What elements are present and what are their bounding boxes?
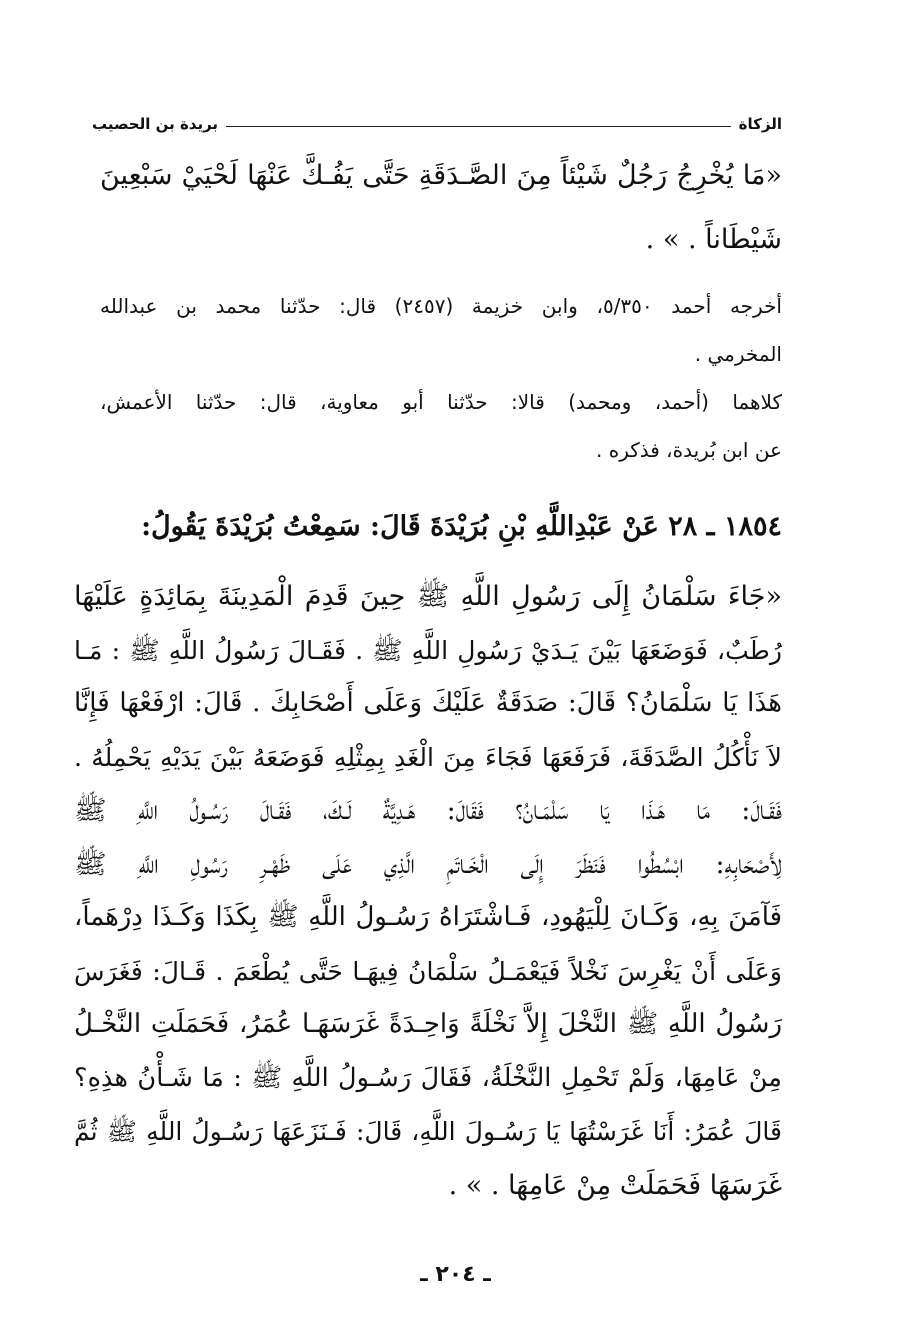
note-line: أخرجه أحمد ٥/٣٥٠، وابن خزيمة (٢٤٥٧) قال: حدّثنا محمد بن عبدالله <box>100 294 782 318</box>
hadith-line: مِنْ عَامِهَا، وَلَمْ تَحْمِلِ النَّخْلَةُ، فَقَالَ رَسُـولُ اللَّهِ ﷺ : مَا شَـأْنُ هذِهِ؟ <box>74 1062 782 1093</box>
hadith-line: وَعَلَى أَنْ يَغْرِسَ نَخْلاً فَيَعْمَـلُ سَلْمَانُ فِيهَـا حَتَّى يُطْعَمَ . قَـالَ: فَغَرَسَ <box>74 956 782 986</box>
hadith-1854-body <box>74 570 782 1212</box>
page-number: ـ ٢٠٤ ـ <box>420 1262 491 1287</box>
hadith-line: فَقَـالَ: مَا هَـذَا يَا سَلْمَـانُ؟ فَقَالَ: هَـدِيَّةٌ لَـكَ، فَقَـالَ رَسُـولُ اللَّهِ ﷺ <box>74 795 782 826</box>
header-rule <box>226 126 731 127</box>
note-line: المخرمي . <box>694 342 782 366</box>
hadith-line: لِأَصْحَابِهِ: ابْسُطُوا فَنَظَرَ إِلَى الْخَـاتَمِ الَّذِي عَلَى ظَهْـرِ رَسُولِ اللَّهِ ﷺ <box>74 848 782 880</box>
top-hadith-text <box>100 144 782 272</box>
note-line: عن ابن بُريدة، فذكره . <box>596 438 782 462</box>
hadith-line: هَذَا يَا سَلْمَانُ؟ قَالَ: صَدَقَةٌ عَلَيْكَ وَعَلَى أَصْحَابِكَ . قَالَ: ارْفَعْهَا فَإِنَّا <box>74 688 782 718</box>
chapter-title: الزكاة <box>738 115 782 133</box>
hadith-1854-heading <box>100 502 782 552</box>
section-title: بريدة بن الحصيب <box>92 115 219 133</box>
hadith-line: «مَا يُخْرِجُ رَجُلٌ شَيْئاً مِنَ الصَّـدَقَةِ حَتَّى يَفُـكَّ عَنْهَا لَحْيَيْ سَبْعِينَ <box>100 160 782 191</box>
note-line: كلاهما (أحمد، ومحمد) قالا: حدّثنا أبو معاوية، قال: حدّثنا الأعمش، <box>100 390 782 414</box>
hadith-line: فَآمَنَ بِهِ، وَكَـانَ لِلْيَهُودِ، فَـاشْتَرَاهُ رَسُـولُ اللَّهِ ﷺ بِكَذَا وَكَـذَا دِرْهَماً، <box>74 902 782 932</box>
hadith-line: شَيْطَاناً . » . <box>645 224 782 255</box>
running-header <box>92 112 782 136</box>
hadith-line: قَالَ عُمَرُ: أَنَا غَرَسْتُهَا يَا رَسُـولَ اللَّهِ، قَالَ: فَـنَزَعَهَا رَسُـولُ اللَّهِ ﷺ ثُمَّ <box>74 1117 782 1146</box>
hadith-heading-text: ١٨٥٤ ـ ٢٨ عَنْ عَبْدِاللَّهِ بْنِ بُرَيْدَةَ قَالَ: سَمِعْتُ بُرَيْدَةَ يَقُولُ: <box>141 511 782 542</box>
hadith-line: غَرَسَهَا فَحَمَلَتْ مِنْ عَامِهَا . » . <box>448 1169 782 1201</box>
hadith-line: رَسُولُ اللَّهِ ﷺ النَّخْلَ إِلاَّ نَخْلَةً وَاحِـدَةً غَرَسَهَـا عُمَرُ، فَحَمَلَتِ النَّخْـلُ <box>74 1009 782 1039</box>
takhrij-paragraph-1 <box>100 282 782 378</box>
hadith-line: لاَ نَأْكُلُ الصَّدَقَةَ، فَرَفَعَهَا فَجَاءَ مِنَ الْغَدِ بِمِثْلِهِ فَوَضَعَهُ بَيْنَ يَدَيْهِ يَحْمِلُهُ . <box>74 742 782 772</box>
hadith-line: «جَاءَ سَلْمَانُ إِلَى رَسُولِ اللَّهِ ﷺ حِينَ قَدِمَ الْمَدِينَةَ بِمَائِدَةٍ عَلَيْهَا <box>74 581 782 612</box>
takhrij-paragraph-2 <box>100 378 782 474</box>
hadith-line: رُطَبٌ، فَوَضَعَهَا بَيْنَ يَـدَيْ رَسُولِ اللَّهِ ﷺ . فَقَـالَ رَسُولُ اللَّهِ ﷺ : مَـا <box>74 635 782 665</box>
